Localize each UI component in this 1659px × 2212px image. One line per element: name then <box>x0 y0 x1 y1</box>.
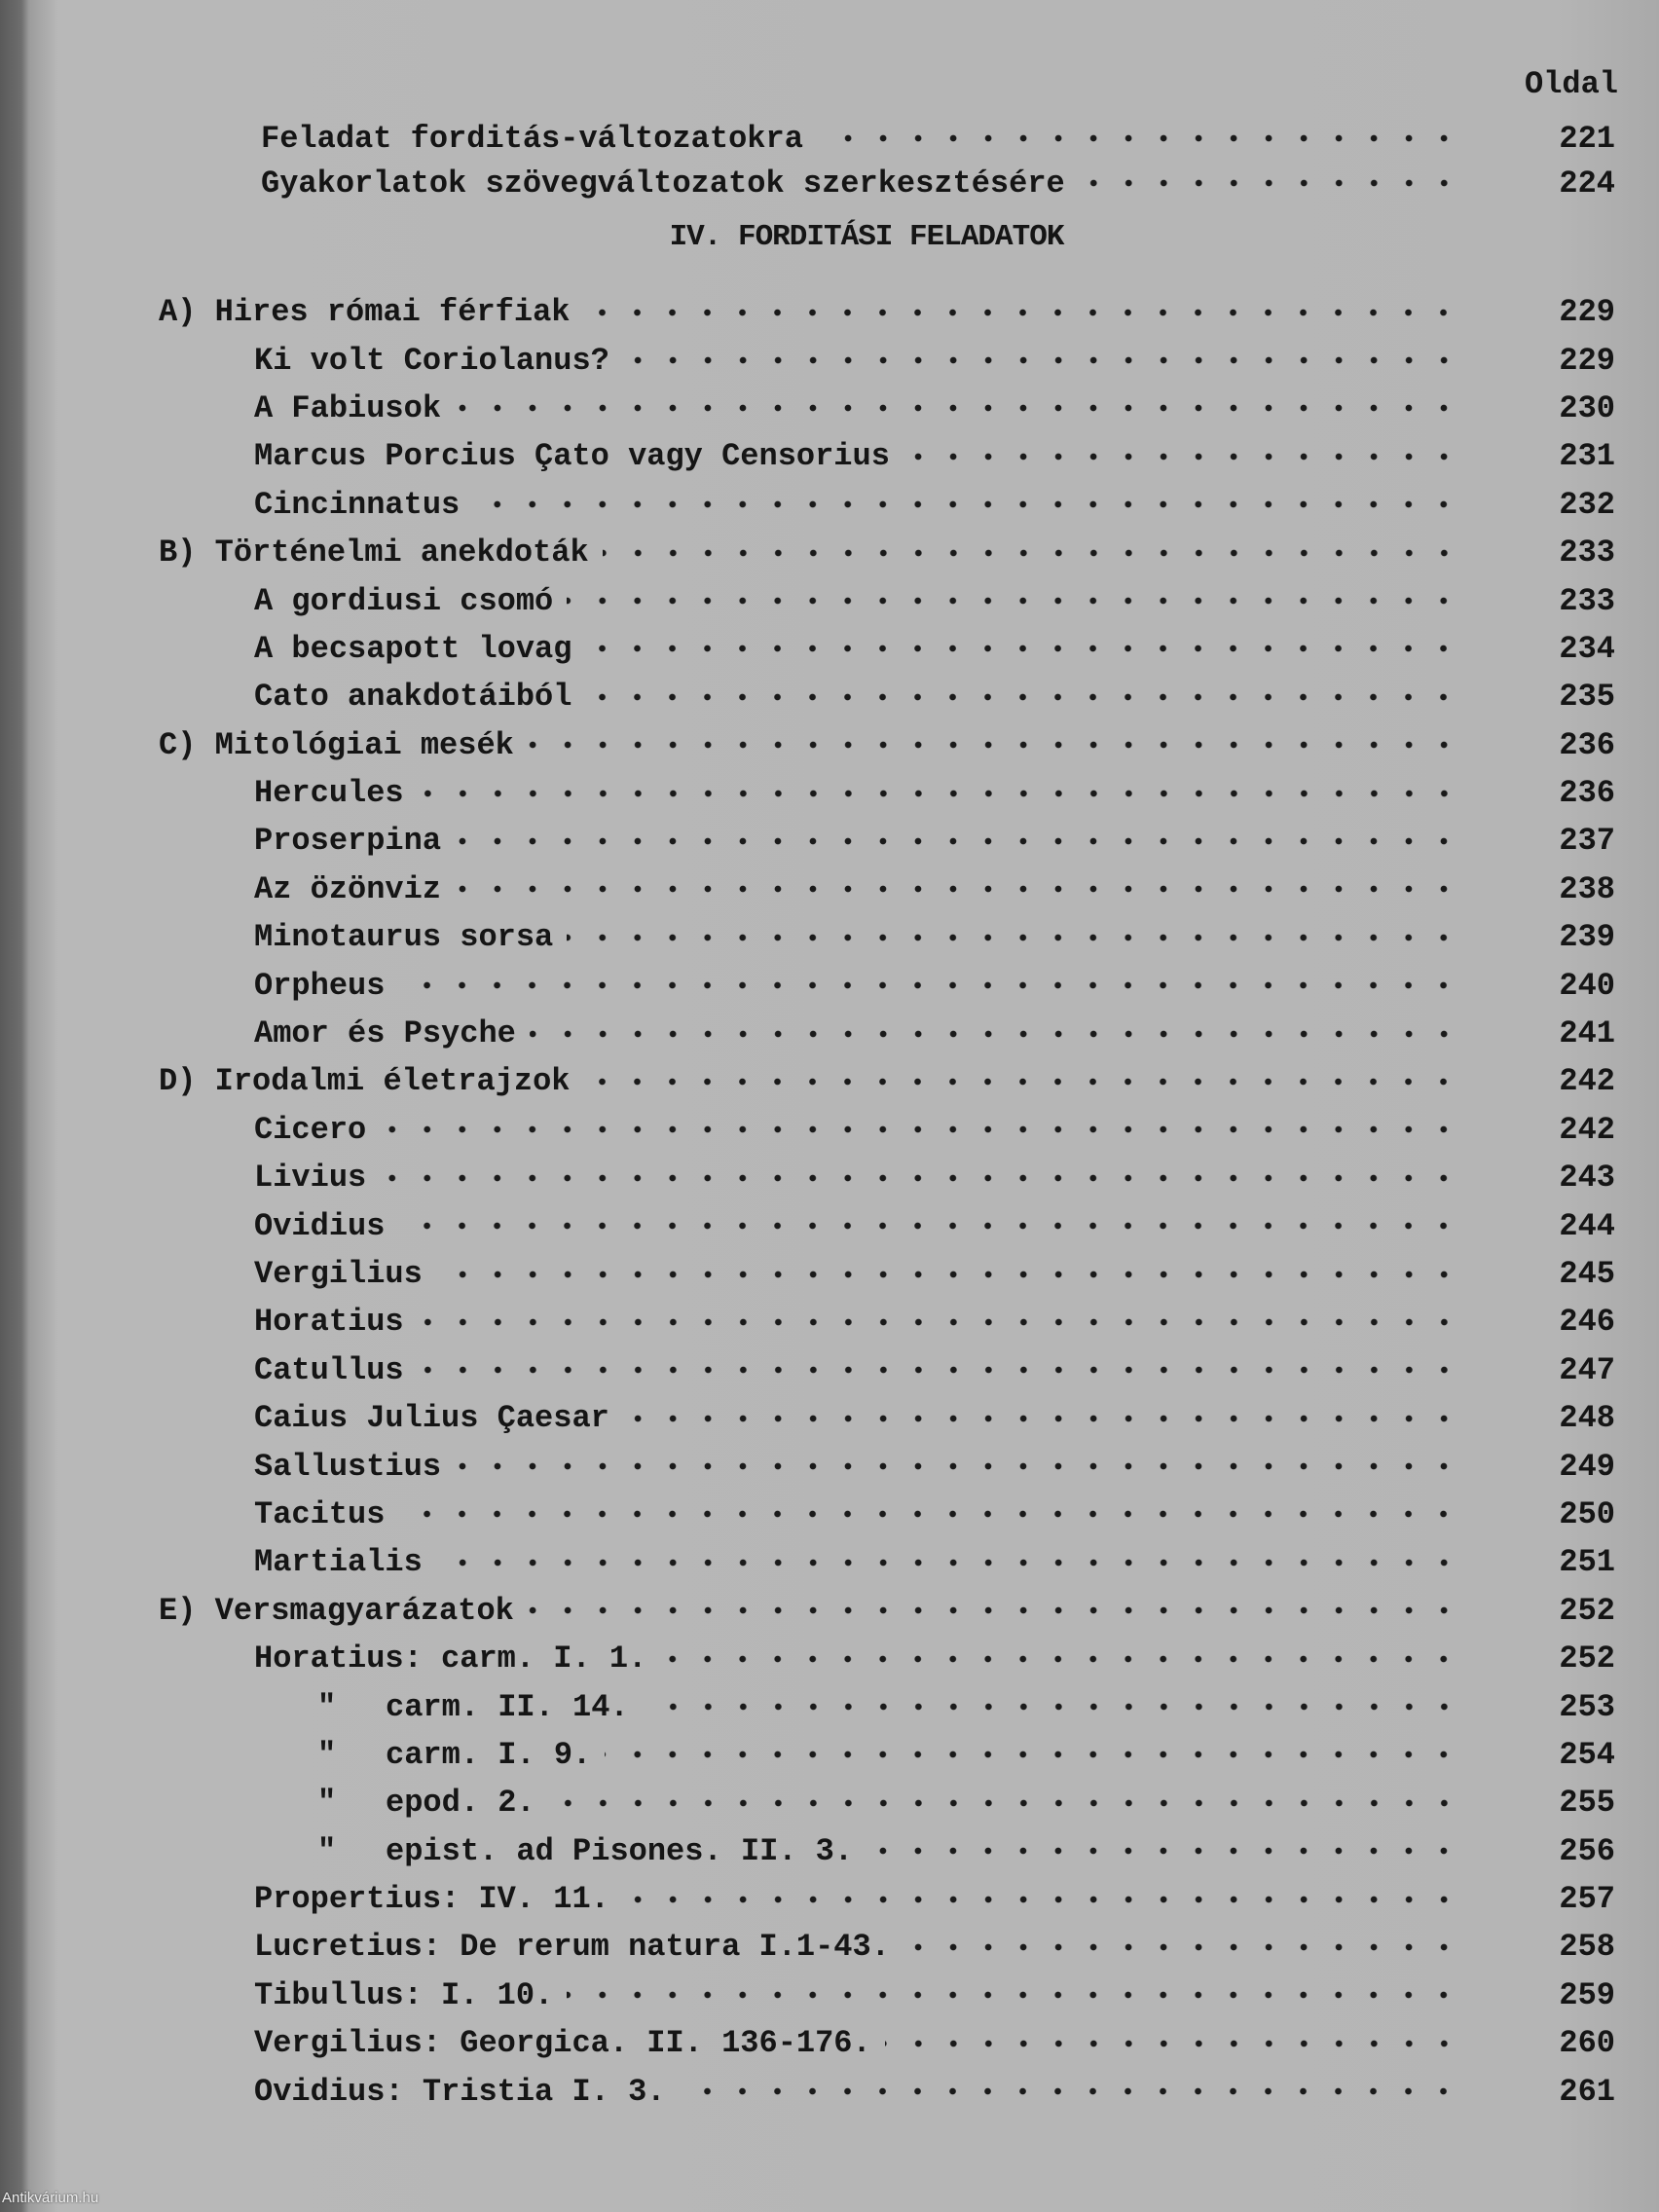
entry-title: Sallustius <box>254 1448 442 1485</box>
dot-leader <box>623 355 1461 365</box>
watermark: Antikvárium.hu <box>2 2190 99 2206</box>
dot-leader <box>817 133 1461 143</box>
entry-title: A Fabiusok <box>254 389 442 426</box>
toc-entry <box>0 161 1659 205</box>
entry-page: 221 <box>1559 120 1615 157</box>
entry-page: 245 <box>1559 1256 1615 1292</box>
toc-section-entry <box>0 721 1659 769</box>
entry-page: 229 <box>1559 342 1615 379</box>
entry-title: Catullus <box>254 1351 404 1388</box>
entry-title: Martialis <box>254 1544 423 1581</box>
page-column-header: Oldal <box>1524 66 1618 102</box>
intro-entries <box>0 116 1659 205</box>
dot-leader <box>530 1029 1461 1039</box>
toc-entries <box>0 288 1659 2116</box>
entry-title: Horatius <box>254 1304 404 1341</box>
toc-entry <box>0 1442 1659 1490</box>
toc-entry <box>0 1010 1659 1057</box>
entry-page: 242 <box>1559 1063 1615 1100</box>
entry-page: 252 <box>1559 1641 1615 1677</box>
entry-page: 241 <box>1559 1015 1615 1052</box>
entry-title: D) Irodalmi életrajzok <box>159 1063 571 1100</box>
entry-title: epist. ad Pisones. II. 3. <box>386 1832 854 1869</box>
entry-page: 249 <box>1559 1448 1615 1485</box>
entry-page: 252 <box>1559 1592 1615 1629</box>
dot-leader <box>528 740 1461 750</box>
entry-page: 236 <box>1559 726 1615 763</box>
entry-page: 250 <box>1559 1495 1615 1532</box>
dot-leader <box>567 1990 1461 2000</box>
dot-leader <box>585 692 1461 702</box>
dot-leader <box>528 1605 1461 1615</box>
dot-leader <box>398 1509 1461 1519</box>
toc-entry <box>0 769 1659 817</box>
dot-leader <box>623 1895 1461 1904</box>
ditto-mark: " <box>317 1688 337 1725</box>
entry-title: Ki volt Coriolanus? <box>254 342 609 379</box>
entry-title: carm. I. 9. <box>386 1736 592 1773</box>
toc-entry <box>0 2067 1659 2115</box>
entry-page: 242 <box>1559 1111 1615 1148</box>
entry-page: 254 <box>1559 1736 1615 1773</box>
ditto-mark: " <box>317 1736 337 1773</box>
entry-title: E) Versmagyarázatok <box>159 1592 514 1629</box>
entry-title: Minotaurus sorsa <box>254 919 554 956</box>
toc-entry <box>0 1875 1659 1923</box>
entry-title: Propertius: IV. 11. <box>254 1881 609 1918</box>
toc-entry <box>0 1827 1659 1875</box>
toc-entry <box>0 1538 1659 1586</box>
entry-page: 232 <box>1559 486 1615 523</box>
entry-page: 247 <box>1559 1351 1615 1388</box>
toc-entry <box>0 1106 1659 1154</box>
dot-leader <box>455 403 1461 413</box>
dot-leader <box>418 1365 1461 1375</box>
toc-entry <box>0 385 1659 432</box>
entry-title: carm. II. 14. <box>386 1688 629 1725</box>
entry-page: 230 <box>1559 389 1615 426</box>
toc-entry <box>0 1201 1659 1249</box>
section-title: IV. FORDITÁSI FELADATOK <box>669 220 1064 254</box>
dot-leader <box>623 1414 1461 1423</box>
dot-leader <box>418 789 1461 798</box>
toc-entry <box>0 1923 1659 1971</box>
entry-title: Feladat forditás-változatokra <box>261 120 803 157</box>
entry-page: 229 <box>1559 294 1615 331</box>
toc-section-entry <box>0 1587 1659 1635</box>
entry-title: B) Történelmi anekdoták <box>159 535 589 571</box>
toc-section-entry <box>0 288 1659 336</box>
toc-entry <box>0 1298 1659 1346</box>
entry-page: 224 <box>1559 165 1615 202</box>
entry-page: 240 <box>1559 967 1615 1004</box>
dot-leader <box>605 1750 1461 1759</box>
entry-page: 243 <box>1559 1160 1615 1197</box>
entry-title: Cincinnatus <box>254 486 461 523</box>
toc-entry <box>0 1250 1659 1298</box>
dot-leader <box>473 499 1461 509</box>
toc-entry <box>0 2019 1659 2067</box>
dot-leader <box>398 980 1461 990</box>
entry-page: 231 <box>1559 438 1615 475</box>
dot-leader <box>903 1942 1461 1952</box>
dot-leader <box>380 1124 1461 1134</box>
entry-title: Vergilius <box>254 1256 423 1292</box>
toc-entry <box>0 817 1659 865</box>
entry-title: Livius <box>254 1160 367 1197</box>
toc-entry <box>0 625 1659 673</box>
dot-leader <box>567 596 1461 606</box>
dot-leader <box>549 1798 1461 1808</box>
entry-title: Cicero <box>254 1111 367 1148</box>
entry-title: Ovidius <box>254 1207 386 1244</box>
entry-title: A gordiusi csomó <box>254 582 554 619</box>
entry-page: 259 <box>1559 1976 1615 2013</box>
entry-page: 239 <box>1559 919 1615 956</box>
toc-entry <box>0 576 1659 624</box>
toc-section-entry <box>0 1057 1659 1105</box>
dot-leader <box>885 2039 1461 2048</box>
toc-entry <box>0 116 1659 161</box>
dot-leader <box>679 2086 1461 2096</box>
entry-title: Hercules <box>254 775 404 812</box>
toc-entry <box>0 1972 1659 2019</box>
dot-leader <box>455 1461 1461 1471</box>
entry-page: 238 <box>1559 870 1615 907</box>
entry-title: Amor és Psyche <box>254 1015 516 1052</box>
entry-page: 235 <box>1559 679 1615 716</box>
entry-page: 233 <box>1559 582 1615 619</box>
entry-page: 244 <box>1559 1207 1615 1244</box>
entry-page: 257 <box>1559 1881 1615 1918</box>
entry-title: epod. 2. <box>386 1785 535 1822</box>
ditto-mark: " <box>317 1785 337 1822</box>
entry-page: 261 <box>1559 2073 1615 2110</box>
entry-page: 260 <box>1559 2025 1615 2062</box>
dot-leader <box>418 1317 1461 1327</box>
toc-entry <box>0 1394 1659 1442</box>
toc-entry <box>0 1731 1659 1779</box>
entry-page: 256 <box>1559 1832 1615 1869</box>
dot-leader <box>436 1558 1461 1567</box>
entry-title: Vergilius: Georgica. II. 136-176. <box>254 2025 871 2062</box>
entry-page: 248 <box>1559 1400 1615 1437</box>
toc-entry <box>0 481 1659 529</box>
toc-entry <box>0 1635 1659 1682</box>
entry-title: A) Hires római férfiak <box>159 294 571 331</box>
dot-leader <box>866 1846 1461 1856</box>
dot-leader <box>398 1221 1461 1231</box>
entry-page: 246 <box>1559 1304 1615 1341</box>
toc-entry <box>0 1346 1659 1394</box>
entry-title: Orpheus <box>254 967 386 1004</box>
entry-title: Tibullus: I. 10. <box>254 1976 554 2013</box>
entry-title: Gyakorlatok szövegváltozatok szerkesztésére <box>261 165 1065 202</box>
ditto-mark: " <box>317 1832 337 1869</box>
dot-leader <box>643 1702 1461 1712</box>
toc-entry <box>0 1682 1659 1730</box>
toc-entry <box>0 432 1659 480</box>
entry-page: 258 <box>1559 1929 1615 1966</box>
toc-entry <box>0 673 1659 720</box>
entry-title: Ovidius: Tristia I. 3. <box>254 2073 666 2110</box>
entry-page: 237 <box>1559 823 1615 860</box>
entry-title: Az özönviz <box>254 870 442 907</box>
entry-title: Horatius: carm. I. 1. <box>254 1641 647 1677</box>
entry-title: C) Mitológiai mesék <box>159 726 514 763</box>
entry-title: Tacitus <box>254 1495 386 1532</box>
dot-leader <box>660 1654 1461 1664</box>
entry-title: Proserpina <box>254 823 442 860</box>
entry-page: 253 <box>1559 1688 1615 1725</box>
dot-leader <box>583 1077 1461 1087</box>
dot-leader <box>903 452 1461 461</box>
toc-entry <box>0 1154 1659 1201</box>
dot-leader <box>583 308 1461 317</box>
entry-page: 234 <box>1559 630 1615 667</box>
entry-page: 236 <box>1559 775 1615 812</box>
entry-title: Marcus Porcius Çato vagy Censorius <box>254 438 890 475</box>
toc-entry <box>0 336 1659 384</box>
dot-leader <box>567 933 1461 942</box>
toc-entry <box>0 961 1659 1009</box>
entry-page: 255 <box>1559 1785 1615 1822</box>
entry-page: 233 <box>1559 535 1615 571</box>
toc-entry <box>0 1491 1659 1538</box>
dot-leader <box>455 836 1461 846</box>
toc-entry <box>0 866 1659 913</box>
entry-title: Cato anakdotáiból <box>254 679 572 716</box>
entry-title: Caius Julius Çaesar <box>254 1400 609 1437</box>
entry-title: A becsapott lovag <box>254 630 572 667</box>
dot-leader <box>585 644 1461 653</box>
dot-leader <box>455 884 1461 894</box>
dot-leader <box>436 1270 1461 1279</box>
entry-page: 251 <box>1559 1544 1615 1581</box>
dot-leader <box>1079 178 1461 188</box>
entry-title: Lucretius: De rerum natura I.1-43. <box>254 1929 890 1966</box>
toc-section-entry <box>0 529 1659 576</box>
toc-entry <box>0 1779 1659 1826</box>
dot-leader <box>380 1173 1461 1183</box>
toc-entry <box>0 913 1659 961</box>
dot-leader <box>603 548 1461 558</box>
